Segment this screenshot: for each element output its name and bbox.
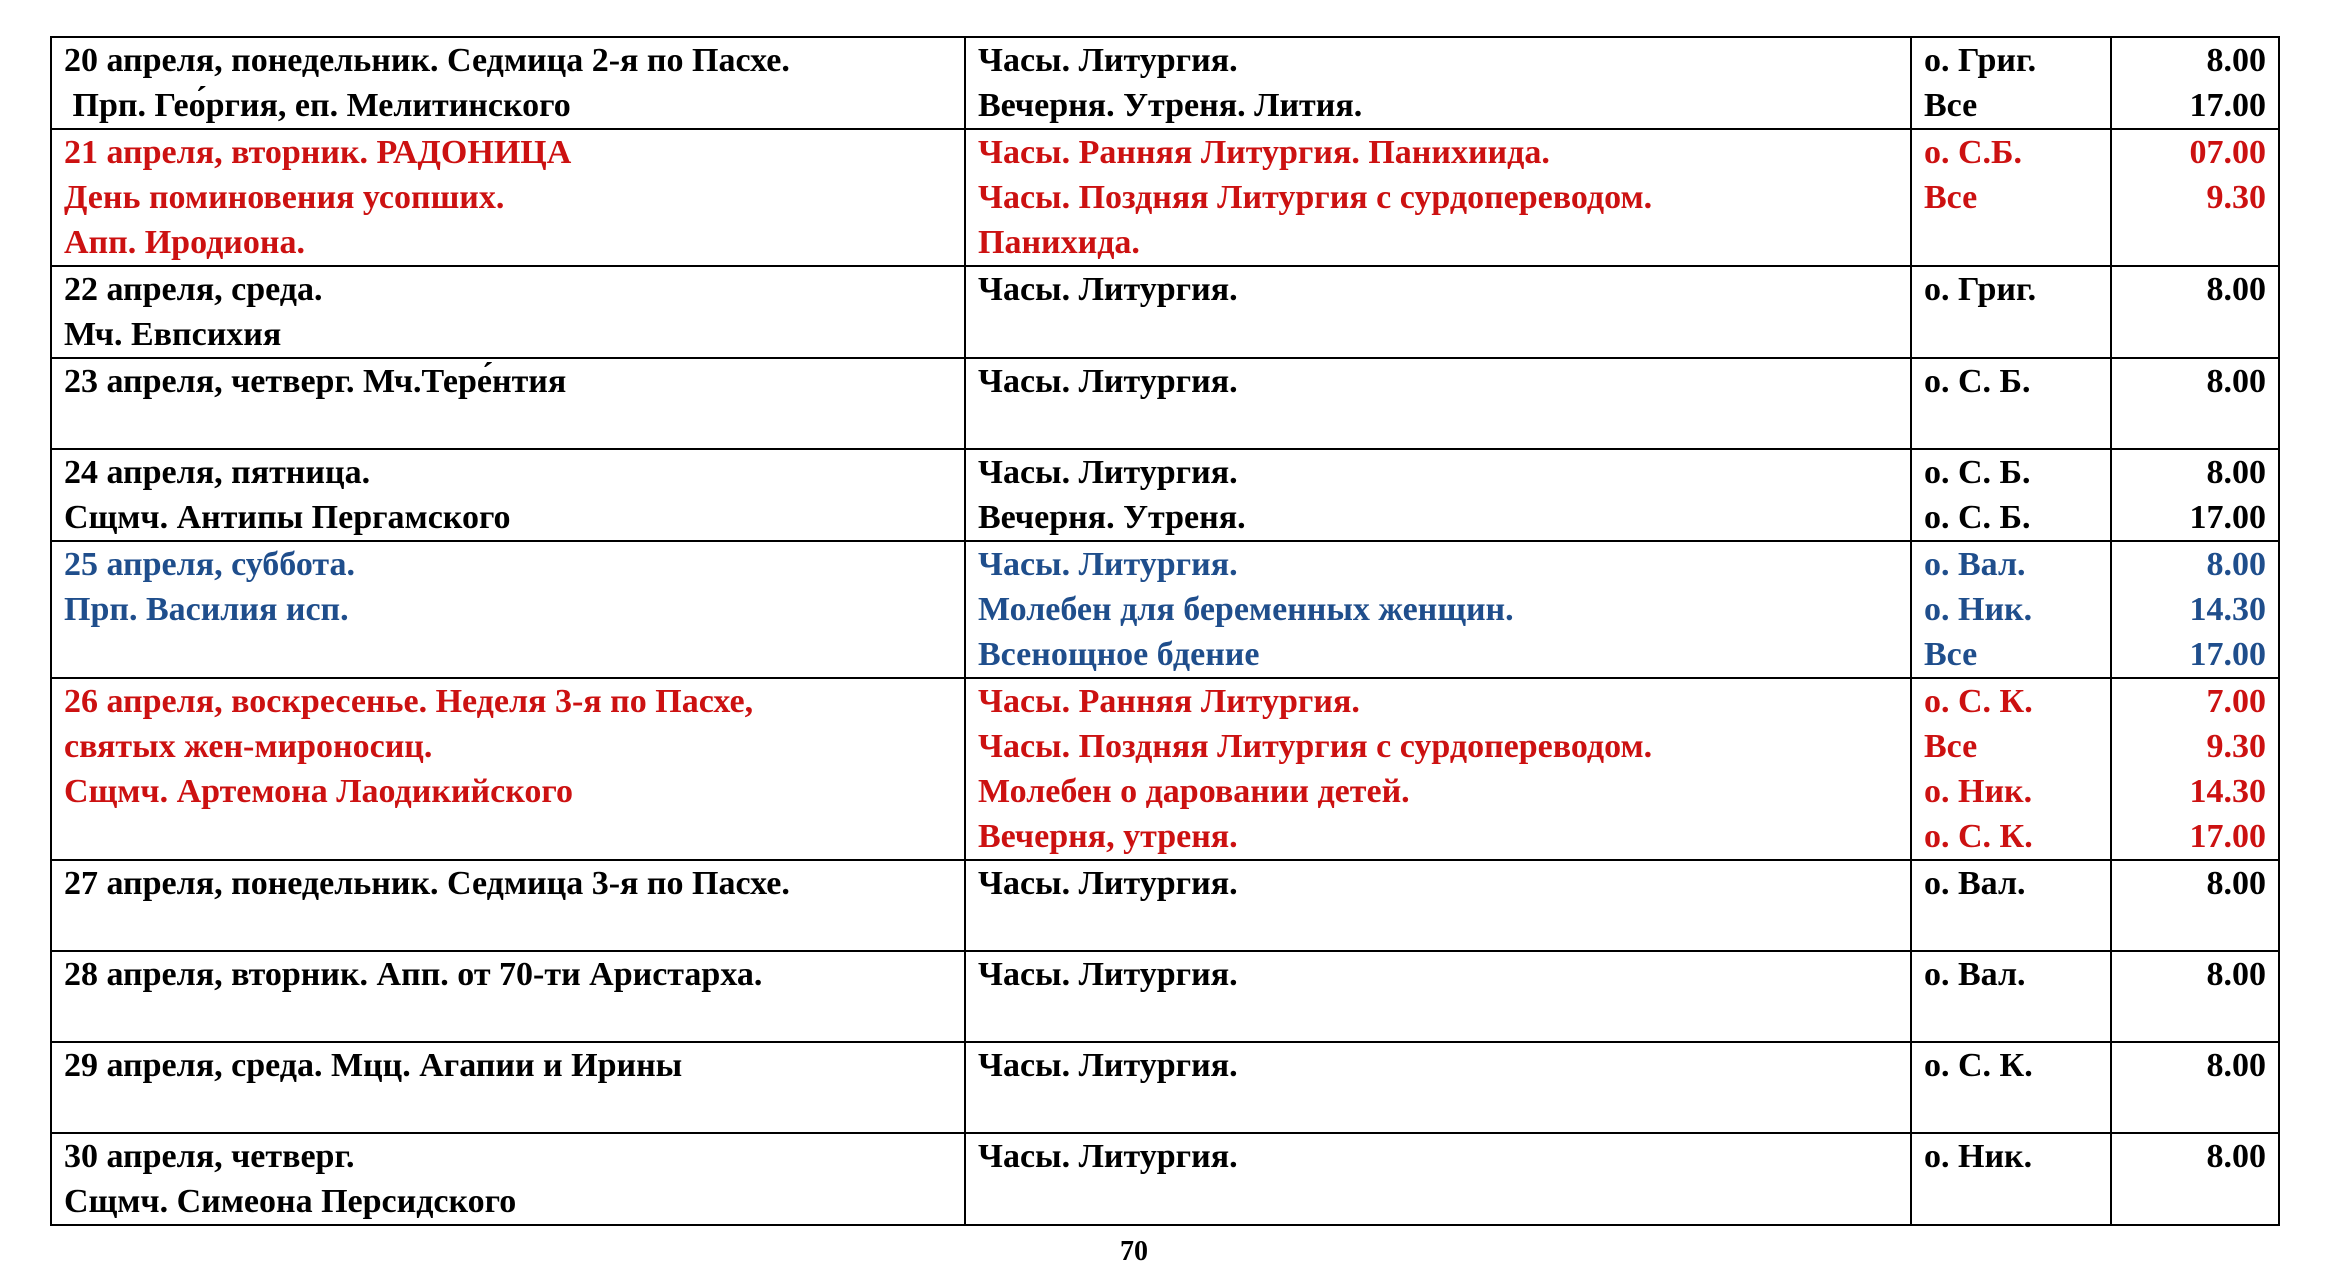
time-line: 8.00 bbox=[2206, 454, 2266, 491]
priest-line: о. Ник. bbox=[1924, 773, 2033, 810]
priest-line: Все bbox=[1924, 87, 1978, 124]
day-line: 20 апреля, понедельник. Седмица 2-я по Пасхе. bbox=[64, 42, 790, 79]
schedule-row bbox=[51, 860, 2279, 951]
priest-line: о. Ник. bbox=[1924, 591, 2033, 628]
services-cell bbox=[965, 129, 1911, 266]
priest-cell bbox=[1911, 1042, 2111, 1133]
day-line: Прп. Гео́ргия, еп. Мелитинского bbox=[64, 87, 571, 124]
service-line: Всенощное бдение bbox=[978, 636, 1260, 673]
day-line: 24 апреля, пятница. bbox=[64, 454, 371, 491]
priest-cell bbox=[1911, 358, 2111, 449]
priest-line: о. Вал. bbox=[1924, 546, 2026, 583]
schedule-row bbox=[51, 358, 2279, 449]
schedule-row bbox=[51, 951, 2279, 1042]
time-line: 7.00 bbox=[2206, 683, 2266, 720]
services-cell bbox=[965, 951, 1911, 1042]
service-line: Часы. Ранняя Литургия. bbox=[978, 683, 1360, 720]
priest-cell bbox=[1911, 678, 2111, 860]
time-line: 9.30 bbox=[2206, 179, 2266, 216]
priest-cell bbox=[1911, 860, 2111, 951]
day-cell bbox=[51, 358, 965, 449]
schedule-row bbox=[51, 541, 2279, 678]
time-line: 9.30 bbox=[2206, 728, 2266, 765]
time-cell bbox=[2111, 358, 2279, 449]
schedule-row bbox=[51, 1133, 2279, 1225]
time-line: 8.00 bbox=[2206, 42, 2266, 79]
time-cell bbox=[2111, 951, 2279, 1042]
services-cell bbox=[965, 678, 1911, 860]
day-line: 26 апреля, воскресенье. Неделя 3-я по Пасхе, bbox=[64, 683, 754, 720]
day-line: Сщмч. Симеона Персидского bbox=[64, 1183, 517, 1220]
day-cell bbox=[51, 1042, 965, 1133]
schedule-row bbox=[51, 678, 2279, 860]
priest-line: Все bbox=[1924, 728, 1978, 765]
service-line: Часы. Литургия. bbox=[978, 1138, 1238, 1175]
service-line: Вечерня, утреня. bbox=[978, 818, 1238, 855]
services-cell bbox=[965, 37, 1911, 129]
day-cell bbox=[51, 678, 965, 860]
time-line: 14.30 bbox=[2189, 773, 2266, 810]
services-cell bbox=[965, 860, 1911, 951]
priest-line: о. С. Б. bbox=[1924, 363, 2031, 400]
priest-line: о. С. К. bbox=[1924, 1047, 2033, 1084]
priest-cell bbox=[1911, 1133, 2111, 1225]
day-cell bbox=[51, 951, 965, 1042]
day-line: Прп. Василия исп. bbox=[64, 591, 349, 628]
day-cell bbox=[51, 860, 965, 951]
service-line: Панихида. bbox=[978, 224, 1140, 261]
services-cell bbox=[965, 449, 1911, 541]
day-line: Сщмч. Артемона Лаодикийского bbox=[64, 773, 573, 810]
day-cell bbox=[51, 449, 965, 541]
priest-line: о. Ник. bbox=[1924, 1138, 2033, 1175]
time-cell bbox=[2111, 266, 2279, 358]
day-line: 30 апреля, четверг. bbox=[64, 1138, 355, 1175]
priest-cell bbox=[1911, 129, 2111, 266]
priest-cell bbox=[1911, 951, 2111, 1042]
page-number: 70 bbox=[1120, 1236, 1148, 1267]
service-line: Молебен о даровании детей. bbox=[978, 773, 1410, 810]
service-line: Часы. Литургия. bbox=[978, 454, 1238, 491]
day-line: 23 апреля, четверг. Мч.Тере́нтия bbox=[64, 363, 567, 400]
service-line: Часы. Литургия. bbox=[978, 363, 1238, 400]
service-line: Часы. Поздняя Литургия с сурдопереводом. bbox=[978, 728, 1653, 765]
time-line: 8.00 bbox=[2206, 546, 2266, 583]
priest-line: о. Григ. bbox=[1924, 42, 2037, 79]
priest-line: о. Вал. bbox=[1924, 865, 2026, 902]
time-cell bbox=[2111, 541, 2279, 678]
day-line: 29 апреля, среда. Мцц. Агапии и Ирины bbox=[64, 1047, 683, 1084]
time-cell bbox=[2111, 37, 2279, 129]
day-line: 27 апреля, понедельник. Седмица 3-я по Пасхе. bbox=[64, 865, 790, 902]
priest-line: Все bbox=[1924, 636, 1978, 673]
day-line: святых жен-мироносиц. bbox=[64, 728, 433, 765]
service-line: Вечерня. Утреня. bbox=[978, 499, 1246, 536]
service-line: Часы. Литургия. bbox=[978, 271, 1238, 308]
day-cell bbox=[51, 266, 965, 358]
day-cell bbox=[51, 541, 965, 678]
time-line: 07.00 bbox=[2189, 134, 2266, 171]
time-cell bbox=[2111, 129, 2279, 266]
service-line: Часы. Литургия. bbox=[978, 865, 1238, 902]
priest-line: Все bbox=[1924, 179, 1978, 216]
priest-line: о. С.Б. bbox=[1924, 134, 2023, 171]
day-line: Апп. Иродиона. bbox=[64, 224, 305, 261]
priest-cell bbox=[1911, 266, 2111, 358]
day-line: 22 апреля, среда. bbox=[64, 271, 323, 308]
day-line: Сщмч. Антипы Пергамского bbox=[64, 499, 511, 536]
time-line: 8.00 bbox=[2206, 271, 2266, 308]
time-line: 8.00 bbox=[2206, 363, 2266, 400]
service-line: Часы. Литургия. bbox=[978, 1047, 1238, 1084]
schedule-row bbox=[51, 266, 2279, 358]
time-cell bbox=[2111, 449, 2279, 541]
priest-line: о. С. К. bbox=[1924, 683, 2033, 720]
day-cell bbox=[51, 1133, 965, 1225]
services-cell bbox=[965, 1133, 1911, 1225]
priest-line: о. С. Б. bbox=[1924, 499, 2031, 536]
service-line: Часы. Литургия. bbox=[978, 956, 1238, 993]
service-line: Часы. Поздняя Литургия с сурдопереводом. bbox=[978, 179, 1653, 216]
service-line: Часы. Литургия. bbox=[978, 42, 1238, 79]
priest-cell bbox=[1911, 449, 2111, 541]
service-line: Молебен для беременных женщин. bbox=[978, 591, 1514, 628]
time-line: 17.00 bbox=[2189, 636, 2266, 673]
time-line: 17.00 bbox=[2189, 87, 2266, 124]
day-line: 25 апреля, суббота. bbox=[64, 546, 356, 583]
priest-line: о. Григ. bbox=[1924, 271, 2037, 308]
service-schedule-table bbox=[50, 36, 2280, 1226]
time-line: 17.00 bbox=[2189, 818, 2266, 855]
time-line: 14.30 bbox=[2189, 591, 2266, 628]
time-cell bbox=[2111, 1133, 2279, 1225]
time-line: 8.00 bbox=[2206, 1047, 2266, 1084]
time-cell bbox=[2111, 860, 2279, 951]
priest-line: о. Вал. bbox=[1924, 956, 2026, 993]
priest-cell bbox=[1911, 541, 2111, 678]
services-cell bbox=[965, 1042, 1911, 1133]
services-cell bbox=[965, 541, 1911, 678]
schedule-row bbox=[51, 129, 2279, 266]
service-line: Вечерня. Утреня. Лития. bbox=[978, 87, 1363, 124]
time-line: 8.00 bbox=[2206, 956, 2266, 993]
priest-cell bbox=[1911, 37, 2111, 129]
schedule-row bbox=[51, 1042, 2279, 1133]
priest-line: о. С. К. bbox=[1924, 818, 2033, 855]
services-cell bbox=[965, 266, 1911, 358]
service-line: Часы. Литургия. bbox=[978, 546, 1238, 583]
priest-line: о. С. Б. bbox=[1924, 454, 2031, 491]
time-line: 8.00 bbox=[2206, 865, 2266, 902]
schedule-row bbox=[51, 37, 2279, 129]
schedule-row bbox=[51, 449, 2279, 541]
day-line: Мч. Евпсихия bbox=[64, 316, 282, 353]
day-cell bbox=[51, 129, 965, 266]
day-line: День поминовения усопших. bbox=[64, 179, 505, 216]
service-line: Часы. Ранняя Литургия. Панихиида. bbox=[978, 134, 1550, 171]
day-line: 28 апреля, вторник. Апп. от 70-ти Аристарха. bbox=[64, 956, 763, 993]
services-cell bbox=[965, 358, 1911, 449]
day-line: 21 апреля, вторник. РАДОНИЦА bbox=[64, 134, 572, 171]
day-cell bbox=[51, 37, 965, 129]
time-cell bbox=[2111, 678, 2279, 860]
time-cell bbox=[2111, 1042, 2279, 1133]
time-line: 8.00 bbox=[2206, 1138, 2266, 1175]
time-line: 17.00 bbox=[2189, 499, 2266, 536]
